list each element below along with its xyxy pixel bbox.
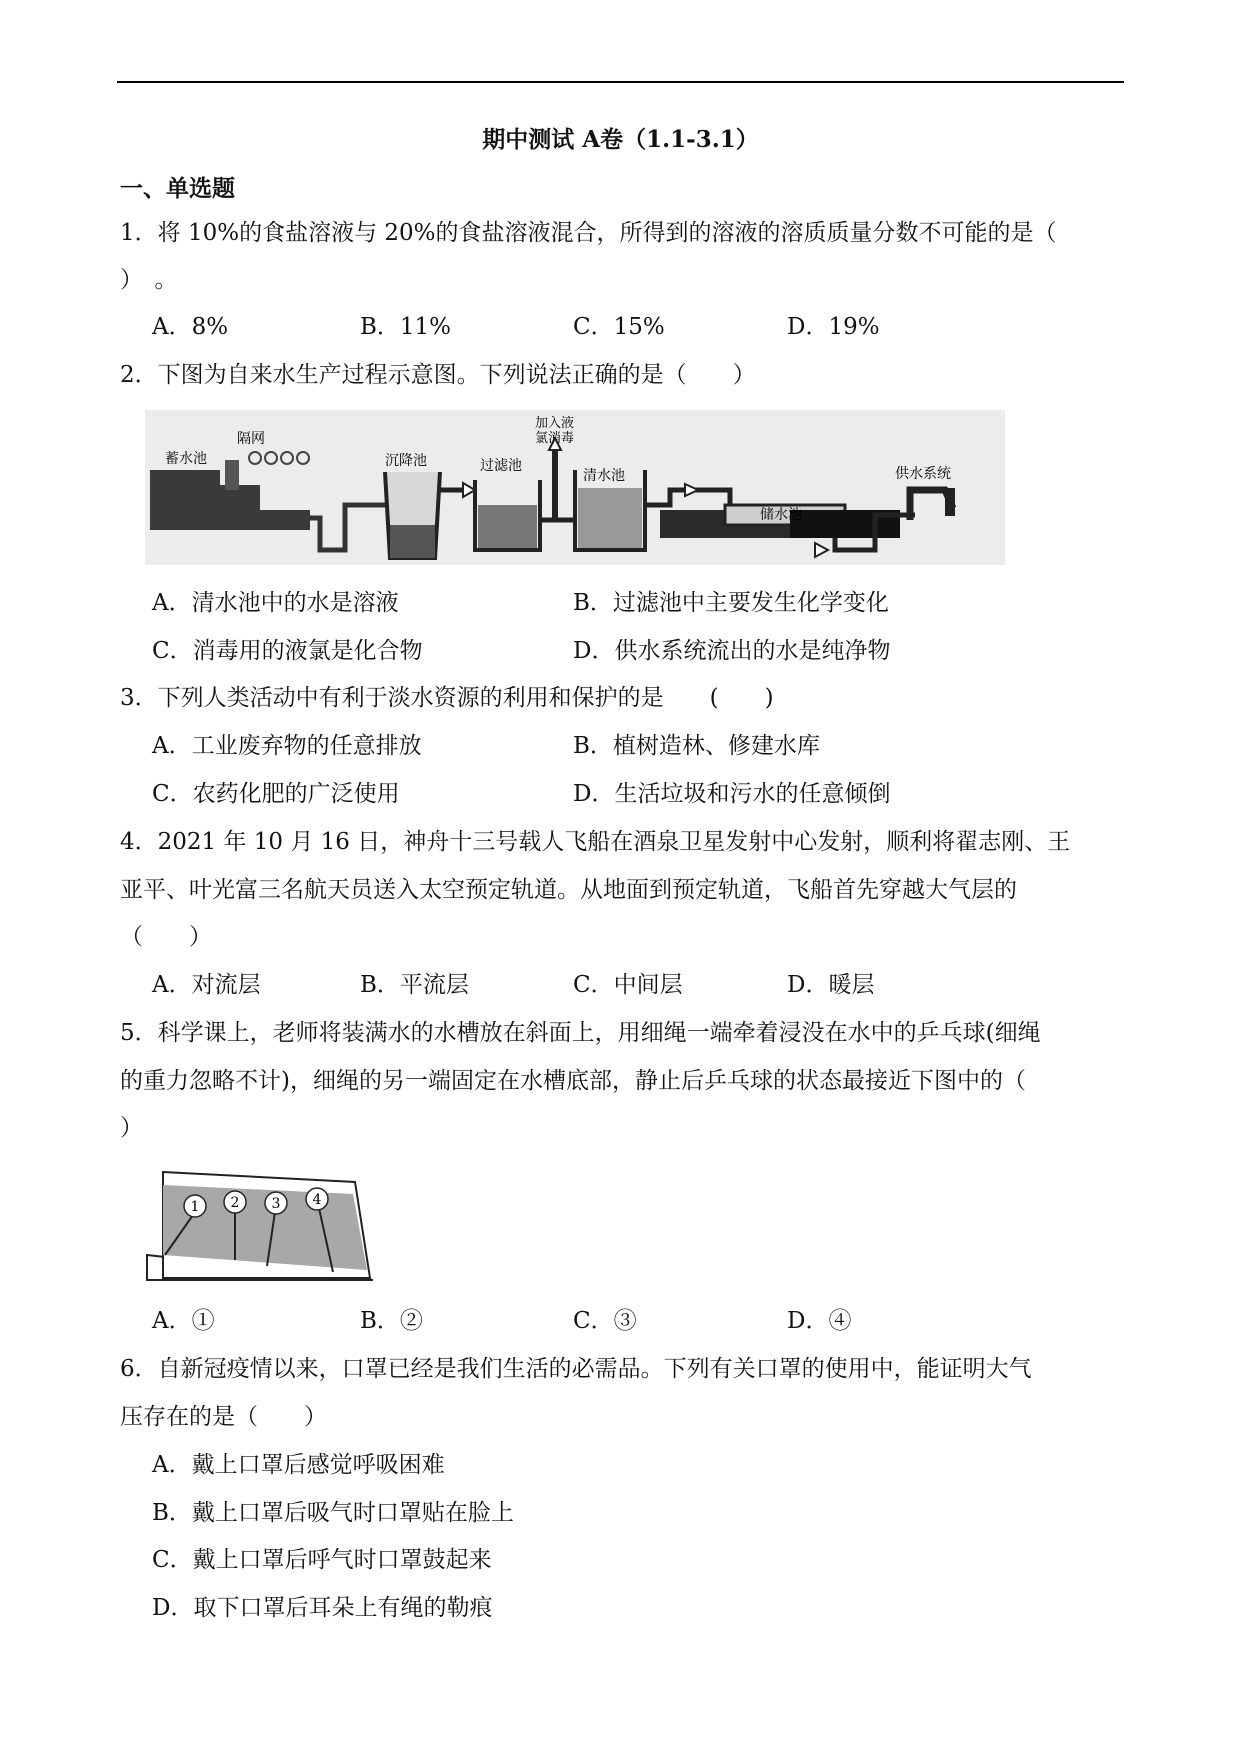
tilted-tank-diagram bbox=[145, 1170, 375, 1285]
q1-option-a: A．8% bbox=[152, 314, 229, 340]
q3-option-c: C．农药化肥的广泛使用 bbox=[152, 781, 400, 807]
ball-label-4: 4 bbox=[312, 1192, 322, 1208]
page-title: 期中测试 A卷（1.1-3.1） bbox=[482, 126, 759, 153]
q1-option-d: D．19% bbox=[787, 314, 880, 340]
q5-option-c: C．③ bbox=[573, 1308, 637, 1334]
label-add-chlorine-2: 氯消毒 bbox=[535, 431, 575, 446]
q6-option-b: B．戴上口罩后吸气时口罩贴在脸上 bbox=[152, 1500, 514, 1526]
q5-stem-line1: 5．科学课上，老师将装满水的水槽放在斜面上，用细绳一端牵着浸没在水中的乒乓球(细绳 bbox=[120, 1020, 1041, 1046]
label-clear: 清水池 bbox=[583, 468, 625, 484]
q4-stem-line2: 亚平、叶光富三名航天员送入太空预定轨道。从地面到预定轨道，飞船首先穿越大气层的 bbox=[120, 877, 1017, 903]
q6-option-a: A．戴上口罩后感觉呼吸困难 bbox=[152, 1452, 445, 1478]
section-heading: 一、单选题 bbox=[120, 175, 235, 202]
q6-option-c: C．戴上口罩后呼气时口罩鼓起来 bbox=[152, 1547, 492, 1573]
q2-stem: 2．下图为自来水生产过程示意图。下列说法正确的是（ ） bbox=[120, 362, 756, 388]
ball-label-2: 2 bbox=[230, 1195, 240, 1211]
q4-stem-line3: （ ） bbox=[120, 924, 212, 950]
q3-option-d: D．生活垃圾和污水的任意倾倒 bbox=[573, 781, 891, 807]
q1-option-c: C．15% bbox=[573, 314, 665, 340]
label-storage: 储水池 bbox=[760, 507, 802, 523]
q4-stem-line1: 4．2021 年 10 月 16 日，神舟十三号载人飞船在酒泉卫星发射中心发射，顺利将翟志刚、王 bbox=[120, 829, 1071, 855]
q3-option-a: A．工业废弃物的任意排放 bbox=[152, 733, 422, 759]
q1-stem-line2: ） 。 bbox=[120, 267, 178, 293]
q4-option-a: A．对流层 bbox=[152, 972, 261, 998]
q6-stem-line2: 压存在的是（ ） bbox=[120, 1404, 327, 1430]
ball-label-3: 3 bbox=[271, 1196, 281, 1212]
q1-option-b: B．11% bbox=[360, 314, 452, 340]
q5-stem-line3: ） bbox=[120, 1115, 143, 1141]
q3-option-b: B．植树造林、修建水库 bbox=[573, 733, 820, 759]
q2-option-b: B．过滤池中主要发生化学变化 bbox=[573, 590, 889, 616]
q4-option-c: C．中间层 bbox=[573, 972, 683, 998]
water-treatment-diagram bbox=[145, 410, 1005, 565]
q4-option-b: B．平流层 bbox=[360, 972, 469, 998]
label-supply: 供水系统 bbox=[895, 466, 951, 482]
q4-option-d: D．暖层 bbox=[787, 972, 875, 998]
q5-option-d: D．④ bbox=[787, 1308, 852, 1334]
label-screen: 隔网 bbox=[237, 431, 265, 447]
header-rule bbox=[117, 81, 1124, 83]
q3-stem: 3．下列人类活动中有利于淡水资源的利用和保护的是 ( ) bbox=[120, 685, 774, 711]
q5-stem-line2: 的重力忽略不计)，细绳的另一端固定在水槽底部，静止后乒乓球的状态最接近下图中的（ bbox=[120, 1068, 1026, 1094]
q2-option-c: C．消毒用的液氯是化合物 bbox=[152, 638, 423, 664]
q5-option-b: B．② bbox=[360, 1308, 423, 1334]
q6-stem-line1: 6．自新冠疫情以来，口罩已经是我们生活的必需品。下列有关口罩的使用中，能证明大气 bbox=[120, 1356, 1032, 1382]
label-sediment: 沉降池 bbox=[385, 453, 427, 469]
q1-stem-line1: 1．将 10%的食盐溶液与 20%的食盐溶液混合，所得到的溶液的溶质质量分数不可能的是（ bbox=[120, 220, 1057, 246]
q2-option-d: D．供水系统流出的水是纯净物 bbox=[573, 638, 891, 664]
label-reservoir: 蓄水池 bbox=[165, 451, 207, 467]
ball-label-1: 1 bbox=[190, 1199, 200, 1215]
q5-option-a: A．① bbox=[152, 1308, 215, 1334]
q6-option-d: D．取下口罩后耳朵上有绳的勒痕 bbox=[152, 1595, 493, 1621]
label-filter: 过滤池 bbox=[480, 458, 522, 474]
label-add-chlorine-1: 加入液 bbox=[535, 416, 575, 431]
q2-option-a: A．清水池中的水是溶液 bbox=[152, 590, 399, 616]
